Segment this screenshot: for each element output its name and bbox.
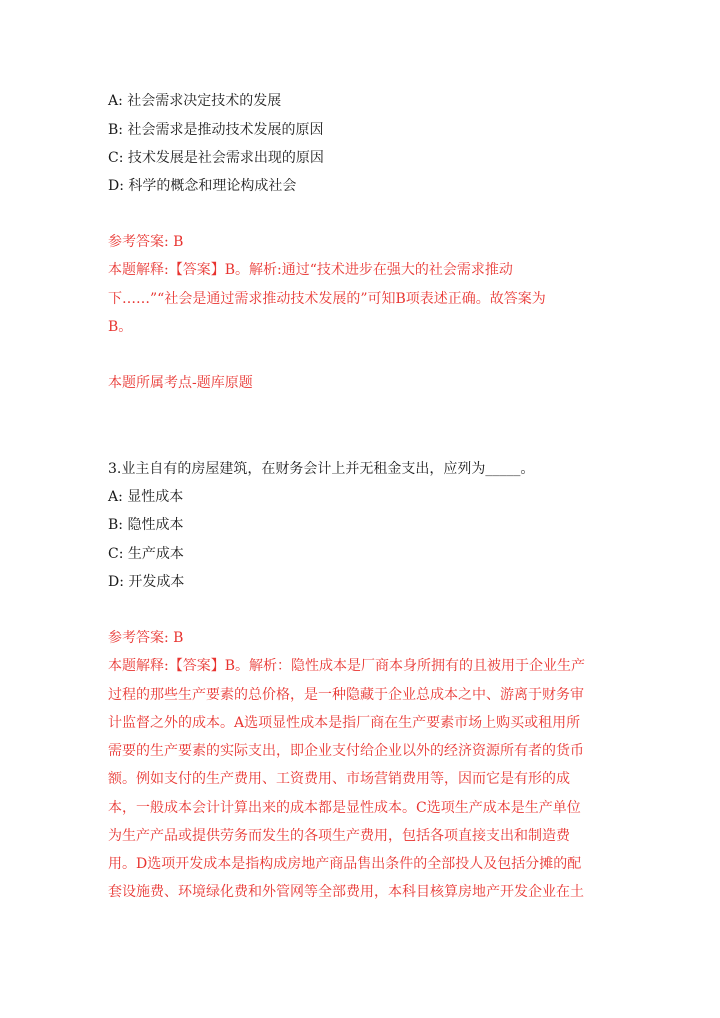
q3-option-a: A: 显性成本 [108,489,184,505]
q3-option-b: B: 隐性成本 [108,517,184,533]
q3-explanation-line: 本，一般成本会计计算出来的成本都是显性成本。C选项生产成本是生产单位 [108,800,581,816]
q2-explanation-line: B。 [108,319,133,335]
q2-answer: 参考答案: B [108,234,184,250]
q3-explanation-line: 本题解释:【答案】B。解析：隐性成本是厂商本身所拥有的且被用于企业生产 [108,658,586,674]
q2-explanation-line: 本题解释:【答案】B。解析:通过“技术进步在强大的社会需求推动 [108,262,513,278]
q3-explanation-line: 套设施费、环境绿化费和外管网等全部费用，本科目核算房地产开发企业在土 [108,884,584,900]
q3-explanation-line: 需要的生产要素的实际支出，即企业支付给企业以外的经济资源所有者的货币 [108,743,584,759]
q2-explanation-line: 下……”“社会是通过需求推动技术发展的”可知B项表述正确。故答案为 [108,291,546,307]
q3-option-c: C: 生产成本 [108,546,184,562]
q3-explanation-line: 计监督之外的成本。A选项显性成本是指厂商在生产要素市场上购买或租用所 [108,715,581,731]
q3-option-d: D: 开发成本 [108,574,185,590]
q3-stem: 3.业主自有的房屋建筑，在财务会计上并无租金支出，应列为_____。 [108,461,535,477]
q2-category: 本题所属考点-题库原题 [108,375,253,391]
q3-explanation-line: 额。例如支付的生产费用、工资费用、市场营销费用等，因而它是有形的成 [108,771,570,787]
q2-option-b: B: 社会需求是推动技术发展的原因 [108,122,324,138]
q3-explanation-line: 过程的那些生产要素的总价格，是一种隐藏于企业总成本之中、游离于财务审 [108,687,584,703]
q2-option-d: D: 科学的概念和理论构成社会 [108,178,297,194]
q3-explanation-line: 用。D选项开发成本是指构成房地产商品售出条件的全部投人及包括分摊的配 [108,856,582,872]
q2-option-c: C: 技术发展是社会需求出现的原因 [108,150,324,166]
q2-option-a: A: 社会需求决定技术的发展 [108,93,282,109]
q3-explanation-line: 为生产产品或提供劳务而发生的各项生产费用，包括各项直接支出和制造费 [108,828,570,844]
q3-answer: 参考答案: B [108,630,184,646]
